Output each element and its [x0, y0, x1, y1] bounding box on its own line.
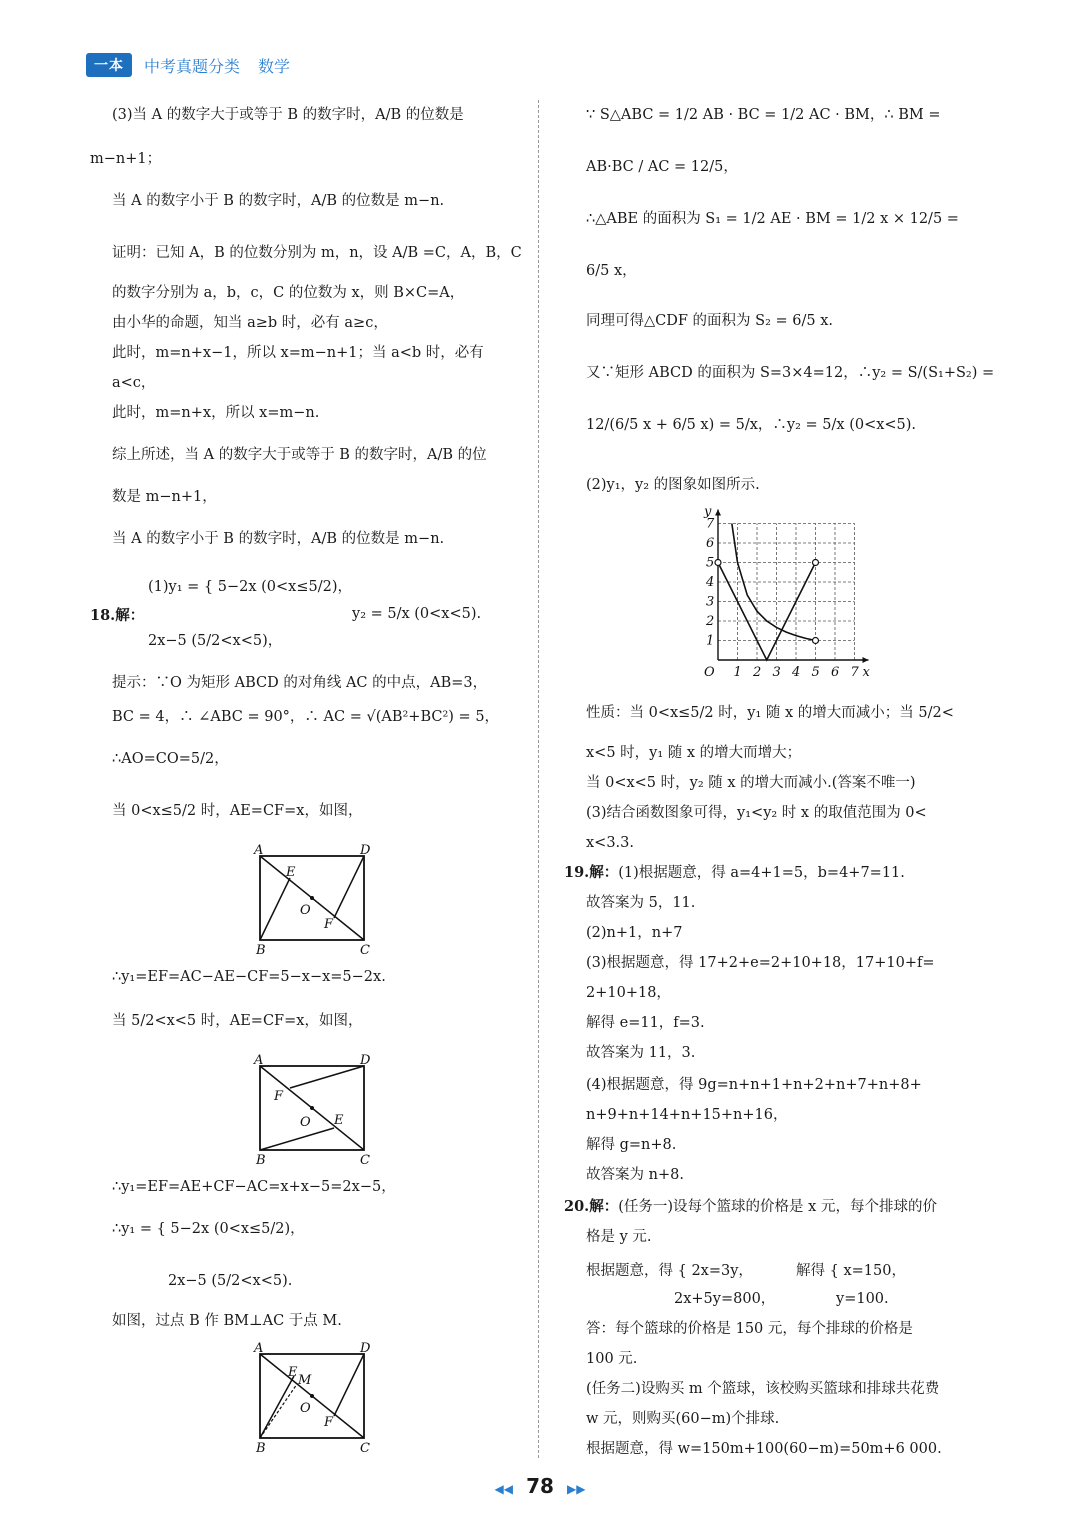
system-eq-top: 根据题意，得 { 2x=3y，	[586, 1263, 753, 1279]
y-tick-label: 4	[706, 575, 715, 590]
text-line: 答：每个篮球的价格是 150 元，每个排球的价格是	[586, 1321, 913, 1337]
label-F: F	[274, 1089, 284, 1104]
y2-expression: y₂ = 5/x (0<x<5).	[352, 606, 482, 622]
y-axis-label: y	[704, 504, 712, 520]
text-line: (4)根据题意，得 9g=n+n+1+n+2+n+7+n+8+	[586, 1077, 922, 1093]
text-line: n+9+n+14+n+15+n+16，	[586, 1107, 788, 1123]
rectangle-figure-1	[250, 844, 380, 967]
text-line: 2+10+18，	[586, 985, 671, 1001]
text-line: 由小华的命题，知当 a≥b 时，必有 a≥c，	[112, 315, 388, 331]
label-C: C	[360, 943, 370, 956]
text-line: ∴y₁=EF=AC−AE−CF=5−x−x=5−2x.	[112, 969, 386, 985]
label-M: M	[298, 1373, 312, 1388]
text-line: m−n+1；	[90, 151, 162, 167]
label-E: E	[288, 1365, 298, 1380]
label-O: O	[300, 1115, 311, 1130]
label-D: D	[360, 1054, 371, 1068]
text-line: 故答案为 11，3.	[586, 1045, 696, 1061]
text-line: 综上所述，当 A 的数字大于或等于 B 的数字时，A/B 的位	[112, 447, 487, 463]
y-tick-label: 7	[706, 516, 715, 532]
text-line: 故答案为 n+8.	[586, 1167, 684, 1183]
text-line: 同理可得△CDF 的面积为 S₂ = 6/5 x.	[586, 313, 833, 329]
x-arrow-icon	[863, 657, 869, 663]
label-A: A	[254, 1342, 264, 1356]
x-tick-label: 4	[792, 665, 801, 680]
x-tick-label: 6	[831, 665, 840, 680]
label-C: C	[360, 1153, 370, 1166]
rectangle-figure-2	[250, 1054, 380, 1177]
label-O: O	[300, 1401, 311, 1416]
piecewise-y1-top: (1)y₁ = { 5−2x (0<x≤5/2)，	[148, 579, 352, 595]
solution-bottom: y=100.	[836, 1291, 889, 1307]
text-line: a<c，	[112, 375, 156, 391]
text-line: ∴AO=CO=5/2，	[112, 751, 229, 767]
text-line: 此时，m=n+x，所以 x=m−n.	[112, 405, 320, 421]
label-B: B	[256, 1441, 266, 1454]
piecewise-y1-final-bottom: 2x−5 (5/2<x<5).	[168, 1273, 293, 1289]
x-tick-label: 7	[850, 665, 859, 680]
label-E: E	[286, 865, 296, 880]
text-line: 如图，过点 B 作 BM⊥AC 于点 M.	[112, 1313, 342, 1329]
label-E: E	[334, 1113, 344, 1128]
x-tick-label: 5	[811, 665, 820, 680]
brand-logo: 一本	[86, 53, 132, 77]
text-line: BC = 4，∴ ∠ABC = 90°，∴ AC = √(AB²+BC²) = 5，	[112, 709, 500, 725]
origin-label: O	[704, 665, 715, 680]
text-line: 当 0<x≤5/2 时，AE=CF=x，如图，	[112, 803, 363, 819]
text-line: AB·BC / AC = 12/5，	[586, 159, 738, 175]
text-line: 此时，m=n+x−1，所以 x=m−n+1；当 a<b 时，必有	[112, 345, 484, 361]
next-arrow-icon: ▶▶	[567, 1482, 586, 1496]
series-line-1	[718, 563, 816, 661]
label-C: C	[360, 1441, 370, 1454]
label-B: B	[256, 1153, 266, 1166]
text-line: (3)结合函数图象可得，y₁<y₂ 时 x 的取值范围为 0<	[586, 805, 927, 821]
y-arrow-icon	[715, 510, 721, 516]
label-D: D	[360, 1342, 371, 1356]
text-line: 6/5 x，	[586, 263, 637, 279]
function-chart	[696, 500, 886, 686]
solution-top: 解得 { x=150，	[796, 1263, 906, 1279]
text-line: 又∵矩形 ABCD 的面积为 S=3×4=12，∴y₂ = S/(S₁+S₂) =	[586, 365, 995, 381]
x-axis-label: x	[862, 665, 870, 680]
text-line: w 元，则购买(60−m)个排球.	[586, 1411, 780, 1427]
text-line: ∵ S△ABC = 1/2 AB · BC = 1/2 AC · BM，∴ BM =	[586, 107, 941, 123]
text-line: (3)当 A 的数字大于或等于 B 的数字时，A/B 的位数是	[112, 107, 464, 123]
text-line: (任务二)设购买 m 个篮球，该校购买篮球和排球共花费	[586, 1381, 940, 1397]
question-19: 19.解：(1)根据题意，得 a=4+1=5，b=4+7=11.	[564, 864, 905, 881]
y-tick-label: 2	[706, 614, 715, 629]
piecewise-y1-bottom: 2x−5 (5/2<x<5)，	[148, 633, 283, 649]
text-line: (2)n+1，n+7	[586, 925, 683, 941]
subject-label: 数学	[258, 56, 291, 76]
question-number: 18.解：	[90, 607, 145, 624]
text-line: x<3.3.	[586, 835, 634, 851]
text-line: 根据题意，得 w=150m+100(60−m)=50m+6 000.	[586, 1441, 942, 1457]
book-title: 中考真题分类	[144, 56, 241, 76]
text-line: 当 0<x<5 时，y₂ 随 x 的增大而减小.(答案不唯一)	[586, 775, 916, 791]
open-endpoint	[813, 638, 819, 644]
text-line: ∴y₁=EF=AE+CF−AC=x+x−5=2x−5，	[112, 1179, 396, 1195]
text-line: 故答案为 5，11.	[586, 895, 696, 911]
page-footer	[0, 1474, 1080, 1498]
x-tick-label: 3	[772, 665, 781, 680]
text-line: 的数字分别为 a，b，c，C 的位数为 x，则 B×C=A，	[112, 285, 465, 301]
y-tick-label: 6	[706, 536, 715, 551]
open-endpoint	[715, 560, 721, 566]
text-line: 12/(6/5 x + 6/5 x) = 5/x，∴y₂ = 5/x (0<x<5).	[586, 417, 917, 433]
label-F: F	[324, 917, 334, 932]
text-line: 解得 e=11，f=3.	[586, 1015, 705, 1031]
text-line: 当 A 的数字小于 B 的数字时，A/B 的位数是 m−n.	[112, 531, 445, 547]
rectangle-figure-3	[250, 1342, 380, 1465]
text-line: 100 元.	[586, 1351, 638, 1367]
x-tick-label: 1	[733, 665, 742, 680]
system-eq-bottom: 2x+5y=800，	[674, 1291, 776, 1307]
label-A: A	[254, 1054, 264, 1068]
text-line: 格是 y 元.	[586, 1229, 652, 1245]
column-divider	[538, 100, 539, 1458]
text-line: 性质：当 0<x≤5/2 时，y₁ 随 x 的增大而减小；当 5/2<	[586, 705, 954, 721]
y-tick-label: 5	[706, 555, 715, 571]
text-line: 证明：已知 A，B 的位数分别为 m，n，设 A/B =C，A，B，C	[112, 245, 522, 261]
question-20: 20.解：(任务一)设每个篮球的价格是 x 元，每个排球的价	[564, 1198, 937, 1215]
page-number: 78	[526, 1474, 554, 1498]
label-D: D	[360, 844, 371, 858]
label-A: A	[254, 844, 264, 858]
text-line: (2)y₁，y₂ 的图象如图所示.	[586, 477, 760, 493]
text-line: ∴△ABE 的面积为 S₁ = 1/2 AE · BM = 1/2 x × 12/5 =	[586, 211, 959, 227]
page-header	[86, 52, 290, 78]
text-line: 当 5/2<x<5 时，AE=CF=x，如图，	[112, 1013, 363, 1029]
label-B: B	[256, 943, 266, 956]
text-line: 当 A 的数字小于 B 的数字时，A/B 的位数是 m−n.	[112, 193, 445, 209]
open-endpoint	[813, 560, 819, 566]
x-tick-label: 2	[753, 665, 762, 680]
text-line: 解得 g=n+8.	[586, 1137, 677, 1153]
text-line: (3)根据题意，得 17+2+e=2+10+18，17+10+f=	[586, 955, 935, 971]
text-line: x<5 时，y₁ 随 x 的增大而增大；	[586, 745, 802, 761]
label-F: F	[324, 1415, 334, 1430]
piecewise-y1-final-top: ∴y₁ = { 5−2x (0<x≤5/2)，	[112, 1221, 305, 1237]
y-tick-label: 1	[706, 633, 715, 649]
prev-arrow-icon: ◀◀	[494, 1482, 513, 1496]
function-graph	[696, 500, 886, 697]
text-line: 数是 m−n+1，	[112, 489, 217, 505]
text-line: 提示：∵O 为矩形 ABCD 的对角线 AC 的中点，AB=3，	[112, 675, 488, 691]
y-tick-label: 3	[706, 594, 715, 610]
label-O: O	[300, 903, 311, 918]
